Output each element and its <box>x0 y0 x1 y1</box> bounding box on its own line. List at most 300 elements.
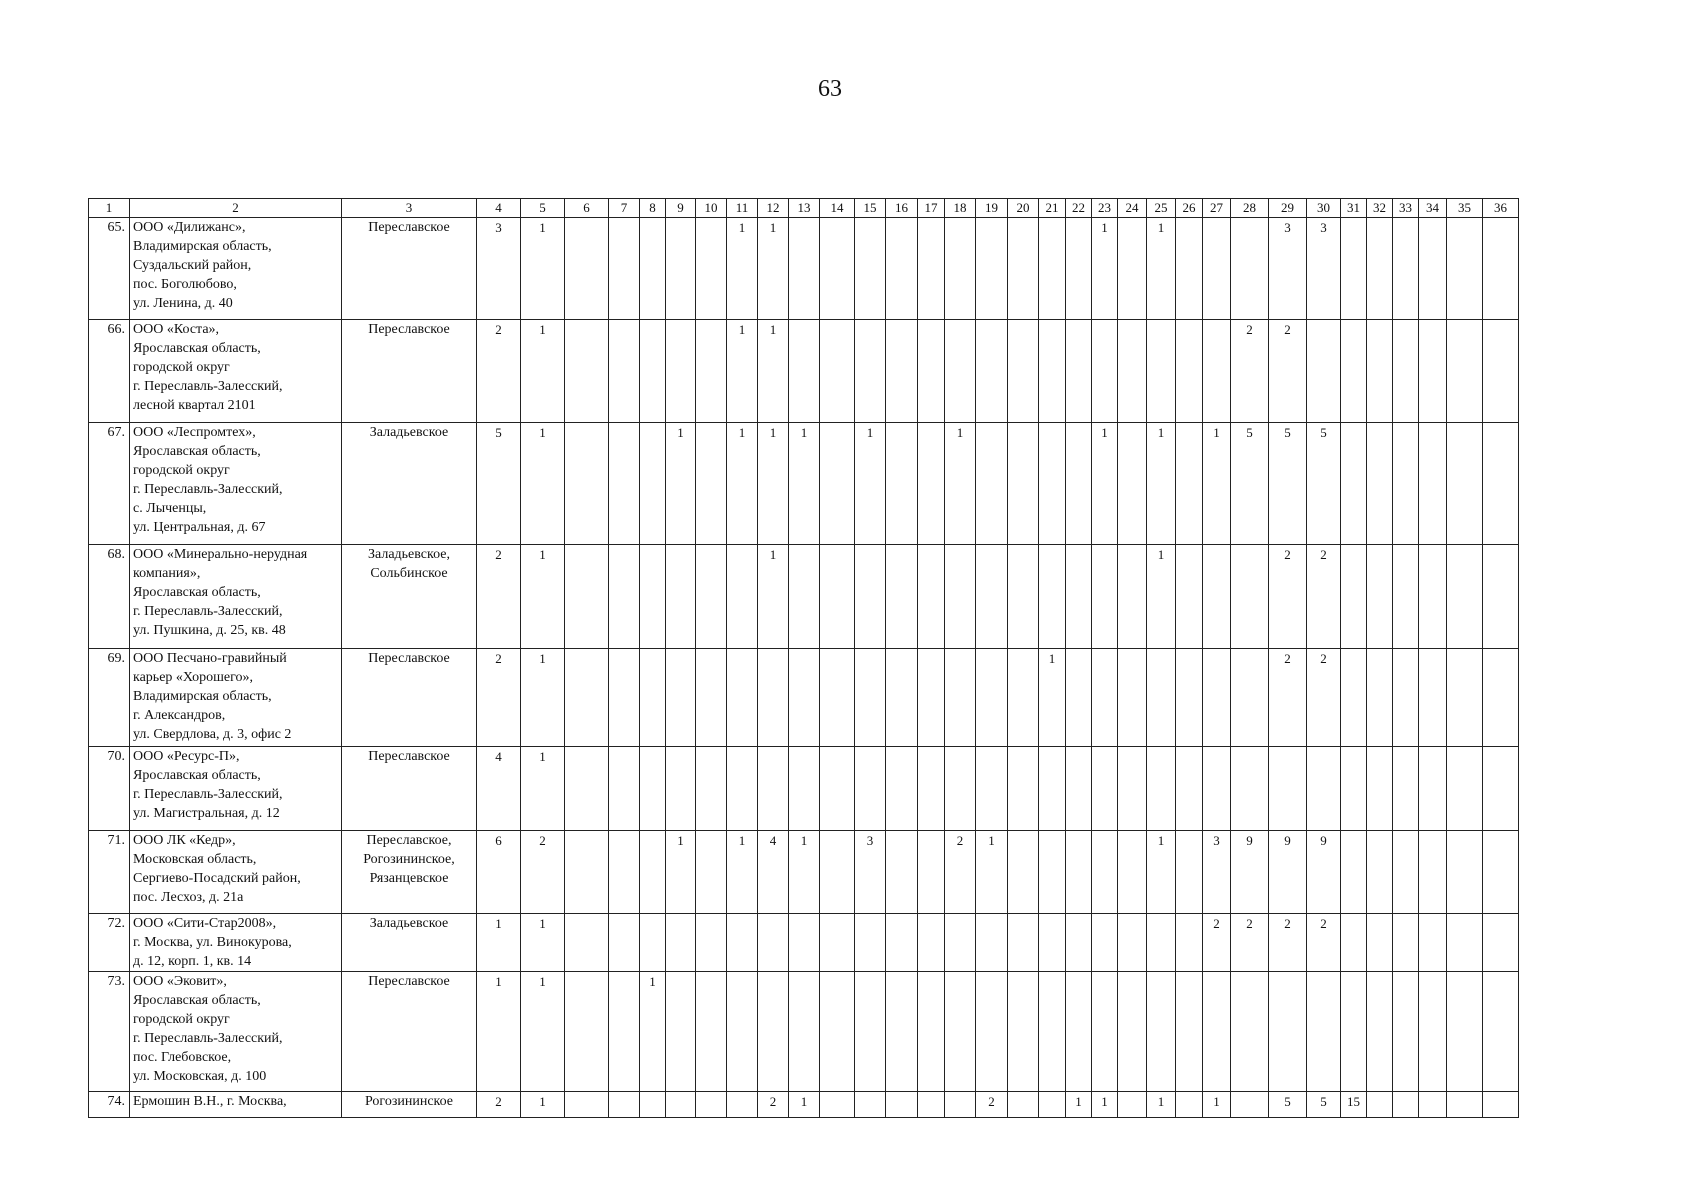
value-cell-col-16 <box>886 649 918 747</box>
value-cell-col-28 <box>1231 1092 1269 1118</box>
value-cell-col-15: 1 <box>855 423 886 545</box>
value-cell-col-18 <box>945 1092 976 1118</box>
value-cell-col-20 <box>1008 423 1039 545</box>
value-cell-col-6 <box>565 218 609 320</box>
value-cell-col-30: 2 <box>1307 914 1341 972</box>
column-header-4: 4 <box>477 199 521 218</box>
value-cell-col-23: 1 <box>1092 218 1118 320</box>
organization-name-address: Ермошин В.Н., г. Москва, <box>130 1092 342 1118</box>
value-cell-col-10 <box>696 747 727 831</box>
value-cell-col-13 <box>789 914 820 972</box>
value-cell-col-20 <box>1008 649 1039 747</box>
value-cell-col-5: 1 <box>521 423 565 545</box>
value-cell-col-25 <box>1147 747 1176 831</box>
value-cell-col-34 <box>1419 649 1447 747</box>
value-cell-col-23: 1 <box>1092 423 1118 545</box>
value-cell-col-34 <box>1419 914 1447 972</box>
row-number: 71. <box>89 831 130 914</box>
value-cell-col-21 <box>1039 545 1066 649</box>
column-header-34: 34 <box>1419 199 1447 218</box>
value-cell-col-6 <box>565 423 609 545</box>
value-cell-col-32 <box>1367 831 1393 914</box>
value-cell-col-27: 3 <box>1203 831 1231 914</box>
value-cell-col-21 <box>1039 914 1066 972</box>
value-cell-col-16 <box>886 1092 918 1118</box>
value-cell-col-27: 1 <box>1203 423 1231 545</box>
value-cell-col-14 <box>820 972 855 1092</box>
value-cell-col-13 <box>789 545 820 649</box>
value-cell-col-35 <box>1447 831 1483 914</box>
value-cell-col-23 <box>1092 747 1118 831</box>
value-cell-col-20 <box>1008 320 1039 423</box>
column-header-32: 32 <box>1367 199 1393 218</box>
organization-name-address: ООО «Коста», Ярославская область, городской округ г. Переславль-Залесский, лесной квартал 2101 <box>130 320 342 423</box>
value-cell-col-33 <box>1393 831 1419 914</box>
value-cell-col-7 <box>609 914 640 972</box>
value-cell-col-35 <box>1447 972 1483 1092</box>
value-cell-col-16 <box>886 423 918 545</box>
value-cell-col-36 <box>1483 972 1519 1092</box>
value-cell-col-12: 1 <box>758 423 789 545</box>
value-cell-col-20 <box>1008 218 1039 320</box>
value-cell-col-24 <box>1118 972 1147 1092</box>
value-cell-col-29: 9 <box>1269 831 1307 914</box>
value-cell-col-22 <box>1066 649 1092 747</box>
value-cell-col-11 <box>727 972 758 1092</box>
value-cell-col-33 <box>1393 914 1419 972</box>
column-header-28: 28 <box>1231 199 1269 218</box>
value-cell-col-22 <box>1066 831 1092 914</box>
column-header-9: 9 <box>666 199 696 218</box>
value-cell-col-21: 1 <box>1039 649 1066 747</box>
value-cell-col-12: 4 <box>758 831 789 914</box>
column-header-16: 16 <box>886 199 918 218</box>
value-cell-col-5: 1 <box>521 545 565 649</box>
value-cell-col-20 <box>1008 545 1039 649</box>
value-cell-col-21 <box>1039 747 1066 831</box>
value-cell-col-35 <box>1447 218 1483 320</box>
value-cell-col-29: 5 <box>1269 423 1307 545</box>
value-cell-col-24 <box>1118 649 1147 747</box>
value-cell-col-18: 1 <box>945 423 976 545</box>
table-row <box>89 1092 1519 1118</box>
value-cell-col-20 <box>1008 831 1039 914</box>
value-cell-col-32 <box>1367 649 1393 747</box>
value-cell-col-34 <box>1419 831 1447 914</box>
value-cell-col-32 <box>1367 423 1393 545</box>
value-cell-col-35 <box>1447 423 1483 545</box>
value-cell-col-10 <box>696 423 727 545</box>
value-cell-col-31: 15 <box>1341 1092 1367 1118</box>
value-cell-col-33 <box>1393 747 1419 831</box>
value-cell-col-5: 1 <box>521 320 565 423</box>
value-cell-col-12: 2 <box>758 1092 789 1118</box>
value-cell-col-30: 9 <box>1307 831 1341 914</box>
value-cell-col-6 <box>565 914 609 972</box>
value-cell-col-32 <box>1367 1092 1393 1118</box>
value-cell-col-31 <box>1341 747 1367 831</box>
value-cell-col-11: 1 <box>727 831 758 914</box>
column-header-1: 1 <box>89 199 130 218</box>
value-cell-col-35 <box>1447 649 1483 747</box>
value-cell-col-14 <box>820 1092 855 1118</box>
value-cell-col-26 <box>1176 545 1203 649</box>
value-cell-col-26 <box>1176 914 1203 972</box>
value-cell-col-21 <box>1039 423 1066 545</box>
value-cell-col-32 <box>1367 972 1393 1092</box>
value-cell-col-22 <box>1066 423 1092 545</box>
value-cell-col-31 <box>1341 320 1367 423</box>
value-cell-col-34 <box>1419 747 1447 831</box>
value-cell-col-18 <box>945 747 976 831</box>
value-cell-col-15 <box>855 1092 886 1118</box>
column-header-11: 11 <box>727 199 758 218</box>
value-cell-col-5: 1 <box>521 747 565 831</box>
column-header-25: 25 <box>1147 199 1176 218</box>
value-cell-col-28 <box>1231 972 1269 1092</box>
value-cell-col-16 <box>886 972 918 1092</box>
value-cell-col-9 <box>666 914 696 972</box>
value-cell-col-7 <box>609 320 640 423</box>
row-number: 68. <box>89 545 130 649</box>
table-row <box>89 747 1519 831</box>
value-cell-col-9 <box>666 1092 696 1118</box>
value-cell-col-7 <box>609 423 640 545</box>
organization-name-address: ООО «Дилижанс», Владимирская область, Суздальский район, пос. Боголюбово, ул. Ленина, д. 40 <box>130 218 342 320</box>
value-cell-col-14 <box>820 914 855 972</box>
value-cell-col-4: 6 <box>477 831 521 914</box>
column-header-33: 33 <box>1393 199 1419 218</box>
column-header-2: 2 <box>130 199 342 218</box>
value-cell-col-21 <box>1039 972 1066 1092</box>
column-header-27: 27 <box>1203 199 1231 218</box>
value-cell-col-29 <box>1269 747 1307 831</box>
value-cell-col-31 <box>1341 649 1367 747</box>
value-cell-col-24 <box>1118 545 1147 649</box>
value-cell-col-29: 5 <box>1269 1092 1307 1118</box>
value-cell-col-7 <box>609 649 640 747</box>
value-cell-col-6 <box>565 320 609 423</box>
value-cell-col-22 <box>1066 218 1092 320</box>
value-cell-col-19 <box>976 545 1008 649</box>
value-cell-col-25 <box>1147 972 1176 1092</box>
value-cell-col-13 <box>789 649 820 747</box>
table-row <box>89 831 1519 914</box>
column-header-18: 18 <box>945 199 976 218</box>
value-cell-col-26 <box>1176 1092 1203 1118</box>
value-cell-col-31 <box>1341 972 1367 1092</box>
column-header-30: 30 <box>1307 199 1341 218</box>
value-cell-col-7 <box>609 1092 640 1118</box>
value-cell-col-35 <box>1447 1092 1483 1118</box>
value-cell-col-4: 3 <box>477 218 521 320</box>
value-cell-col-20 <box>1008 972 1039 1092</box>
value-cell-col-4: 2 <box>477 545 521 649</box>
value-cell-col-30: 3 <box>1307 218 1341 320</box>
row-number: 70. <box>89 747 130 831</box>
value-cell-col-24 <box>1118 1092 1147 1118</box>
value-cell-col-13 <box>789 320 820 423</box>
data-table <box>88 198 1519 1118</box>
value-cell-col-8 <box>640 545 666 649</box>
value-cell-col-29: 2 <box>1269 320 1307 423</box>
value-cell-col-5: 1 <box>521 972 565 1092</box>
value-cell-col-26 <box>1176 972 1203 1092</box>
value-cell-col-18 <box>945 545 976 649</box>
value-cell-col-23 <box>1092 320 1118 423</box>
organization-name-address: ООО «Минерально-нерудная компания», Ярославская область, г. Переславль-Залесский, ул. Пушкина, д. 25, кв. 48 <box>130 545 342 649</box>
value-cell-col-36 <box>1483 1092 1519 1118</box>
value-cell-col-10 <box>696 320 727 423</box>
value-cell-col-4: 4 <box>477 747 521 831</box>
value-cell-col-16 <box>886 747 918 831</box>
table-row <box>89 545 1519 649</box>
forestry-district: Переславское <box>342 649 477 747</box>
value-cell-col-17 <box>918 649 945 747</box>
value-cell-col-36 <box>1483 831 1519 914</box>
value-cell-col-4: 2 <box>477 649 521 747</box>
value-cell-col-10 <box>696 649 727 747</box>
value-cell-col-19: 2 <box>976 1092 1008 1118</box>
table-row <box>89 649 1519 747</box>
value-cell-col-36 <box>1483 747 1519 831</box>
column-header-12: 12 <box>758 199 789 218</box>
value-cell-col-18 <box>945 218 976 320</box>
value-cell-col-32 <box>1367 914 1393 972</box>
column-header-22: 22 <box>1066 199 1092 218</box>
value-cell-col-34 <box>1419 423 1447 545</box>
value-cell-col-30 <box>1307 747 1341 831</box>
value-cell-col-20 <box>1008 1092 1039 1118</box>
value-cell-col-25: 1 <box>1147 1092 1176 1118</box>
value-cell-col-16 <box>886 831 918 914</box>
value-cell-col-11 <box>727 649 758 747</box>
value-cell-col-22 <box>1066 545 1092 649</box>
value-cell-col-32 <box>1367 747 1393 831</box>
value-cell-col-19: 1 <box>976 831 1008 914</box>
value-cell-col-10 <box>696 218 727 320</box>
value-cell-col-7 <box>609 972 640 1092</box>
column-header-20: 20 <box>1008 199 1039 218</box>
value-cell-col-14 <box>820 545 855 649</box>
value-cell-col-9: 1 <box>666 423 696 545</box>
value-cell-col-12 <box>758 914 789 972</box>
value-cell-col-8 <box>640 831 666 914</box>
value-cell-col-11 <box>727 914 758 972</box>
value-cell-col-7 <box>609 747 640 831</box>
row-number: 69. <box>89 649 130 747</box>
value-cell-col-36 <box>1483 423 1519 545</box>
value-cell-col-25 <box>1147 320 1176 423</box>
value-cell-col-29: 2 <box>1269 914 1307 972</box>
value-cell-col-22 <box>1066 747 1092 831</box>
value-cell-col-32 <box>1367 545 1393 649</box>
value-cell-col-25: 1 <box>1147 218 1176 320</box>
value-cell-col-5: 1 <box>521 649 565 747</box>
organization-name-address: ООО ЛК «Кедр», Московская область, Сергиево-Посадский район, пос. Лесхоз, д. 21а <box>130 831 342 914</box>
column-header-17: 17 <box>918 199 945 218</box>
value-cell-col-6 <box>565 831 609 914</box>
value-cell-col-8 <box>640 747 666 831</box>
forestry-district: Переславское, Рогозининское, Рязанцевское <box>342 831 477 914</box>
value-cell-col-26 <box>1176 831 1203 914</box>
value-cell-col-11: 1 <box>727 423 758 545</box>
value-cell-col-25: 1 <box>1147 423 1176 545</box>
value-cell-col-33 <box>1393 649 1419 747</box>
value-cell-col-27 <box>1203 649 1231 747</box>
value-cell-col-15: 3 <box>855 831 886 914</box>
value-cell-col-33 <box>1393 972 1419 1092</box>
value-cell-col-13 <box>789 218 820 320</box>
value-cell-col-5: 1 <box>521 914 565 972</box>
value-cell-col-17 <box>918 914 945 972</box>
value-cell-col-17 <box>918 747 945 831</box>
value-cell-col-14 <box>820 831 855 914</box>
value-cell-col-18 <box>945 649 976 747</box>
value-cell-col-23: 1 <box>1092 1092 1118 1118</box>
forestry-district: Переславское <box>342 218 477 320</box>
value-cell-col-19 <box>976 972 1008 1092</box>
forestry-district: Рогозининское <box>342 1092 477 1118</box>
value-cell-col-13: 1 <box>789 423 820 545</box>
column-header-13: 13 <box>789 199 820 218</box>
value-cell-col-16 <box>886 320 918 423</box>
value-cell-col-10 <box>696 914 727 972</box>
column-header-8: 8 <box>640 199 666 218</box>
value-cell-col-36 <box>1483 914 1519 972</box>
value-cell-col-4: 2 <box>477 1092 521 1118</box>
value-cell-col-33 <box>1393 1092 1419 1118</box>
value-cell-col-13 <box>789 972 820 1092</box>
value-cell-col-10 <box>696 831 727 914</box>
value-cell-col-33 <box>1393 218 1419 320</box>
value-cell-col-14 <box>820 747 855 831</box>
column-number-header-row <box>89 199 1519 218</box>
value-cell-col-30: 5 <box>1307 1092 1341 1118</box>
column-header-19: 19 <box>976 199 1008 218</box>
value-cell-col-9 <box>666 545 696 649</box>
value-cell-col-12 <box>758 649 789 747</box>
row-number: 65. <box>89 218 130 320</box>
row-number: 74. <box>89 1092 130 1118</box>
value-cell-col-14 <box>820 423 855 545</box>
value-cell-col-31 <box>1341 218 1367 320</box>
value-cell-col-27: 1 <box>1203 1092 1231 1118</box>
value-cell-col-7 <box>609 218 640 320</box>
table-row <box>89 218 1519 320</box>
value-cell-col-33 <box>1393 320 1419 423</box>
value-cell-col-22: 1 <box>1066 1092 1092 1118</box>
value-cell-col-28: 5 <box>1231 423 1269 545</box>
value-cell-col-36 <box>1483 649 1519 747</box>
value-cell-col-26 <box>1176 320 1203 423</box>
value-cell-col-32 <box>1367 320 1393 423</box>
value-cell-col-21 <box>1039 831 1066 914</box>
table-row <box>89 972 1519 1092</box>
value-cell-col-19 <box>976 320 1008 423</box>
value-cell-col-36 <box>1483 320 1519 423</box>
value-cell-col-9 <box>666 747 696 831</box>
value-cell-col-27: 2 <box>1203 914 1231 972</box>
organization-name-address: ООО «Сити-Стар2008», г. Москва, ул. Винокурова, д. 12, корп. 1, кв. 14 <box>130 914 342 972</box>
value-cell-col-12: 1 <box>758 218 789 320</box>
table-row <box>89 320 1519 423</box>
value-cell-col-17 <box>918 545 945 649</box>
value-cell-col-24 <box>1118 914 1147 972</box>
value-cell-col-23 <box>1092 545 1118 649</box>
value-cell-col-15 <box>855 914 886 972</box>
value-cell-col-34 <box>1419 545 1447 649</box>
value-cell-col-33 <box>1393 545 1419 649</box>
column-header-5: 5 <box>521 199 565 218</box>
value-cell-col-20 <box>1008 747 1039 831</box>
value-cell-col-28 <box>1231 218 1269 320</box>
value-cell-col-29: 2 <box>1269 649 1307 747</box>
value-cell-col-18 <box>945 320 976 423</box>
value-cell-col-24 <box>1118 320 1147 423</box>
value-cell-col-31 <box>1341 423 1367 545</box>
column-header-14: 14 <box>820 199 855 218</box>
organization-name-address: ООО Песчано-гравийный карьер «Хорошего», Владимирская область, г. Александров, ул. Свердлова, д. 3, офис 2 <box>130 649 342 747</box>
value-cell-col-11: 1 <box>727 320 758 423</box>
row-number: 73. <box>89 972 130 1092</box>
value-cell-col-32 <box>1367 218 1393 320</box>
value-cell-col-26 <box>1176 649 1203 747</box>
value-cell-col-35 <box>1447 914 1483 972</box>
value-cell-col-8 <box>640 914 666 972</box>
value-cell-col-19 <box>976 423 1008 545</box>
value-cell-col-12: 1 <box>758 545 789 649</box>
column-header-6: 6 <box>565 199 609 218</box>
organization-name-address: ООО «Леспромтех», Ярославская область, городской округ г. Переславль-Залесский, с. Лыченцы, ул. Центральная, д. 67 <box>130 423 342 545</box>
value-cell-col-27 <box>1203 972 1231 1092</box>
value-cell-col-28: 9 <box>1231 831 1269 914</box>
value-cell-col-23 <box>1092 914 1118 972</box>
value-cell-col-31 <box>1341 914 1367 972</box>
value-cell-col-15 <box>855 747 886 831</box>
column-header-31: 31 <box>1341 199 1367 218</box>
value-cell-col-25 <box>1147 914 1176 972</box>
value-cell-col-34 <box>1419 320 1447 423</box>
forestry-district: Заладьевское, Сольбинское <box>342 545 477 649</box>
value-cell-col-26 <box>1176 423 1203 545</box>
value-cell-col-20 <box>1008 914 1039 972</box>
value-cell-col-15 <box>855 218 886 320</box>
value-cell-col-14 <box>820 320 855 423</box>
value-cell-col-35 <box>1447 320 1483 423</box>
value-cell-col-15 <box>855 545 886 649</box>
value-cell-col-22 <box>1066 914 1092 972</box>
table-row <box>89 914 1519 972</box>
value-cell-col-28: 2 <box>1231 914 1269 972</box>
value-cell-col-27 <box>1203 320 1231 423</box>
value-cell-col-30 <box>1307 972 1341 1092</box>
value-cell-col-19 <box>976 649 1008 747</box>
value-cell-col-35 <box>1447 747 1483 831</box>
value-cell-col-12: 1 <box>758 320 789 423</box>
value-cell-col-14 <box>820 649 855 747</box>
column-header-7: 7 <box>609 199 640 218</box>
value-cell-col-9 <box>666 972 696 1092</box>
value-cell-col-9 <box>666 649 696 747</box>
value-cell-col-23 <box>1092 649 1118 747</box>
value-cell-col-8 <box>640 423 666 545</box>
value-cell-col-10 <box>696 1092 727 1118</box>
value-cell-col-23 <box>1092 831 1118 914</box>
value-cell-col-24 <box>1118 831 1147 914</box>
value-cell-col-15 <box>855 972 886 1092</box>
value-cell-col-35 <box>1447 545 1483 649</box>
